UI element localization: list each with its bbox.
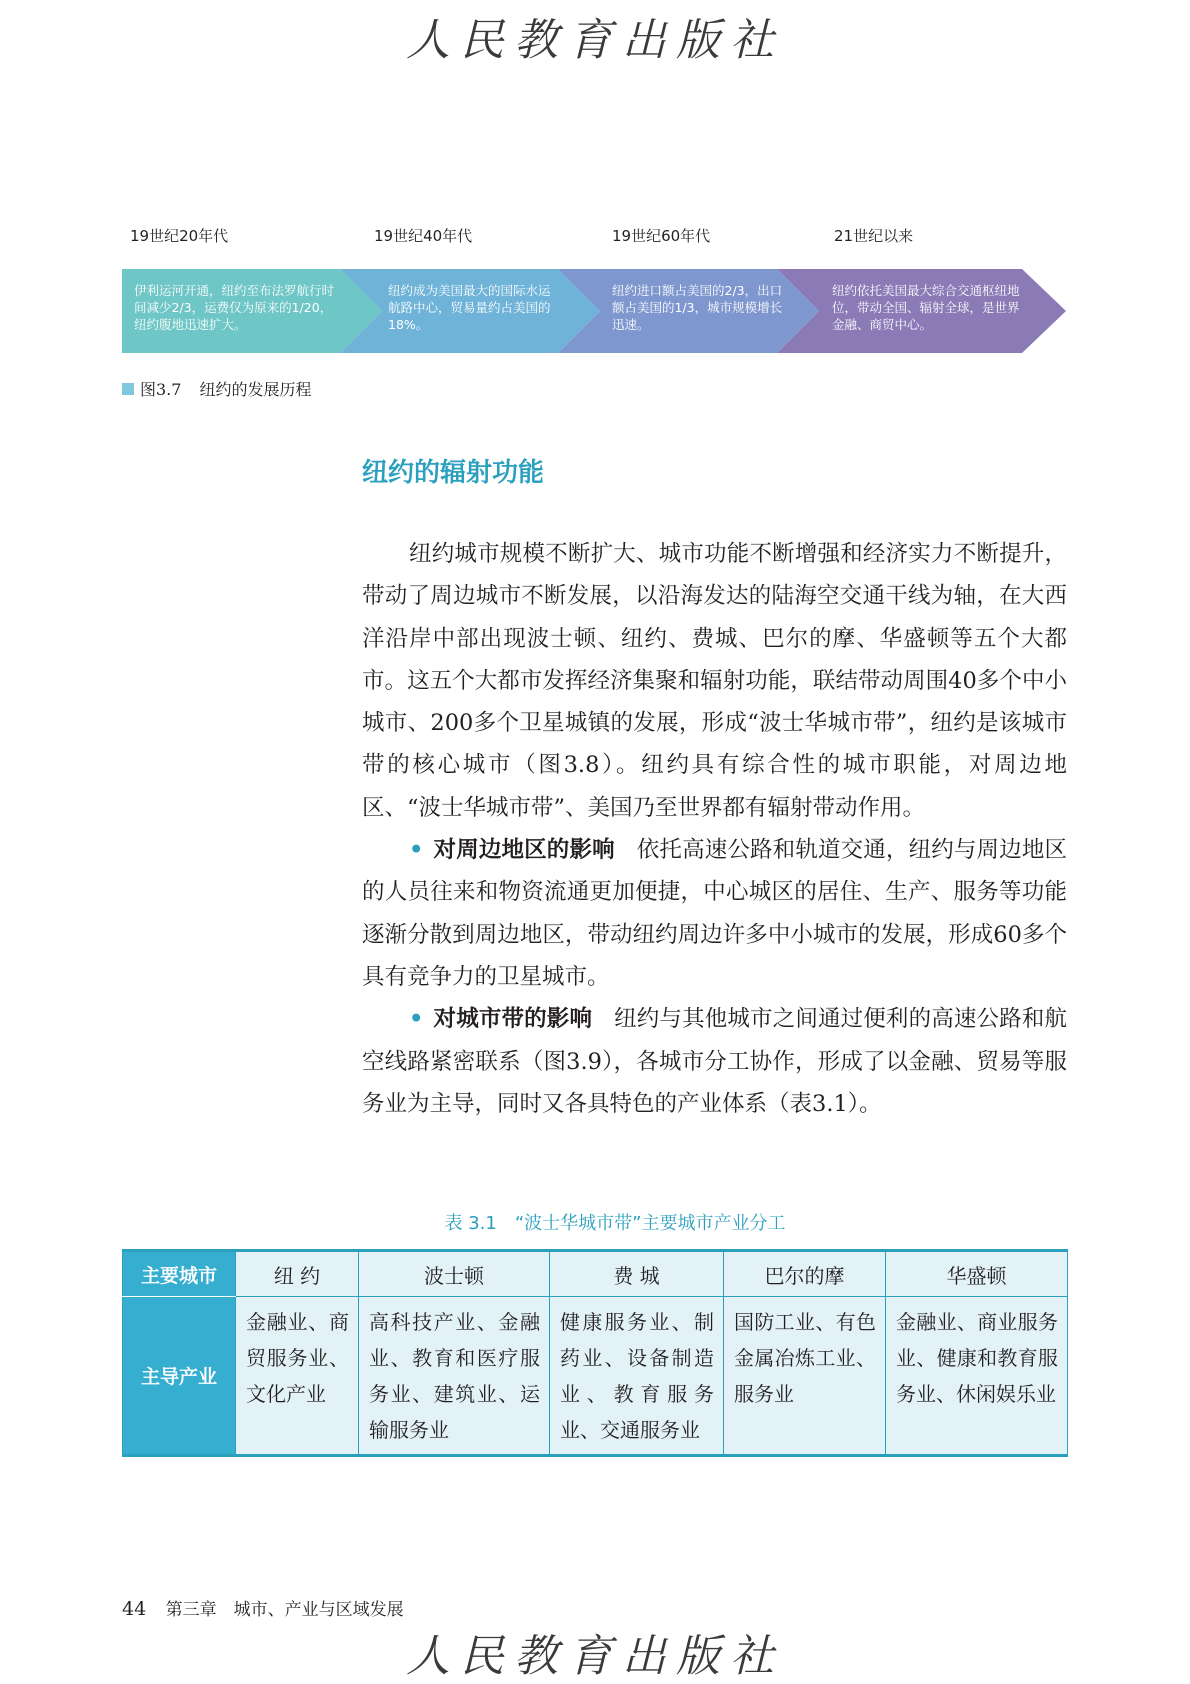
city-cell: 巴尔的摩 bbox=[724, 1251, 886, 1297]
bullet-dot-icon: • bbox=[409, 1006, 424, 1033]
caption-square-icon bbox=[122, 383, 134, 395]
timeline-era-2: 19世纪40年代 bbox=[374, 227, 473, 245]
timeline-era-4: 21世纪以来 bbox=[834, 227, 914, 245]
bullet-paragraph-1 bbox=[362, 829, 1067, 998]
timeline-figure bbox=[122, 225, 1066, 353]
bullet-heading-2: 对城市带的影响 bbox=[433, 1006, 593, 1033]
page-number: 44 bbox=[122, 1598, 147, 1620]
table-title: 表 3.1 “波士华城市带”主要城市产业分工 bbox=[444, 1213, 786, 1234]
section-title: 纽约的辐射功能 bbox=[362, 458, 545, 488]
timeline-text-4: 纽约依托美国最大综合交通枢纽地位，带动全国、辐射全球，是世界金融、商贸中心。 bbox=[832, 283, 1020, 332]
industry-cell: 金融业、商贸服务业、文化产业 bbox=[236, 1297, 359, 1456]
caption-number: 图3.7 bbox=[140, 380, 182, 399]
timeline-text-1: 伊利运河开通，纽约至布法罗航行时间减少2/3，运费仅为原来的1/20，纽约腹地迅速扩大。 bbox=[134, 283, 335, 332]
table-row bbox=[123, 1297, 1068, 1456]
bullet-text-2: 纽约与其他城市之间通过便利的高速公路和航空线路紧密联系（图3.9），各城市分工协作，形成了以金融、贸易等服务业为主导，同时又各具特色的产业体系（表3.1）。 bbox=[362, 1006, 1067, 1117]
page-footer bbox=[122, 1595, 404, 1620]
timeline-text-3: 纽约进口额占美国的2/3，出口额占美国的1/3，城市规模增长迅速。 bbox=[612, 283, 783, 332]
bullet-dot-icon: • bbox=[409, 837, 424, 864]
city-cell: 纽 约 bbox=[236, 1251, 359, 1297]
row-header-cities: 主要城市 bbox=[123, 1251, 236, 1297]
body-text bbox=[362, 533, 1067, 1125]
paragraph-1: 纽约城市规模不断扩大、城市功能不断增强和经济实力不断提升，带动了周边城市不断发展，以沿海发达的陆海空交通干线为轴，在大西洋沿岸中部出现波士顿、纽约、费城、巴尔的摩、华盛顿等五个大都市。这五个大都市发挥经济集聚和辐射功能，联结带动周围40多个中小城市、200多个卫星城镇的发展，形成“波士华城市带”，纽约是该城市带的核心城市（图3.8）。纽约具有综合性的城市职能，对周边地区、“波士华城市带”、美国乃至世界都有辐射带动作用。 bbox=[362, 541, 1067, 821]
city-cell: 波士顿 bbox=[359, 1251, 550, 1297]
timeline-era-1: 19世纪20年代 bbox=[130, 227, 229, 245]
industry-cell: 健康服务业、制药业、设备制造业、教育服务业、交通服务业 bbox=[550, 1297, 724, 1456]
bullet-heading-1: 对周边地区的影响 bbox=[433, 837, 615, 864]
city-cell: 华盛顿 bbox=[886, 1251, 1068, 1297]
industry-cell: 金融业、商业服务业、健康和教育服务业、休闲娱乐业 bbox=[886, 1297, 1068, 1456]
chapter-title: 第三章 城市、产业与区域发展 bbox=[165, 1600, 404, 1620]
row-header-industries: 主导产业 bbox=[123, 1297, 236, 1456]
caption-text: 纽约的发展历程 bbox=[199, 380, 312, 399]
bullet-paragraph-2 bbox=[362, 998, 1067, 1125]
industry-cell: 国防工业、有色金属冶炼工业、服务业 bbox=[724, 1297, 886, 1456]
timeline-era-3: 19世纪60年代 bbox=[612, 227, 711, 245]
publisher-logo-bottom: 人民教育出版社 bbox=[406, 1631, 784, 1682]
table-row bbox=[123, 1251, 1068, 1297]
bullet-text-1: 依托高速公路和轨道交通，纽约与周边地区的人员往来和物资流通更加便捷，中心城区的居住、生产、服务等功能逐渐分散到周边地区，带动纽约周边许多中小城市的发展，形成60多个具有竞争力的卫星城市。 bbox=[362, 837, 1067, 990]
publisher-logo-top: 人民教育出版社 bbox=[406, 15, 784, 66]
industry-cell: 高科技产业、金融业、教育和医疗服务业、建筑业、运输服务业 bbox=[359, 1297, 550, 1456]
timeline-text-2: 纽约成为美国最大的国际水运航路中心，贸易量约占美国的18%。 bbox=[388, 283, 551, 332]
city-cell: 费 城 bbox=[550, 1251, 724, 1297]
industry-table bbox=[122, 1249, 1068, 1457]
figure-caption bbox=[122, 377, 311, 400]
